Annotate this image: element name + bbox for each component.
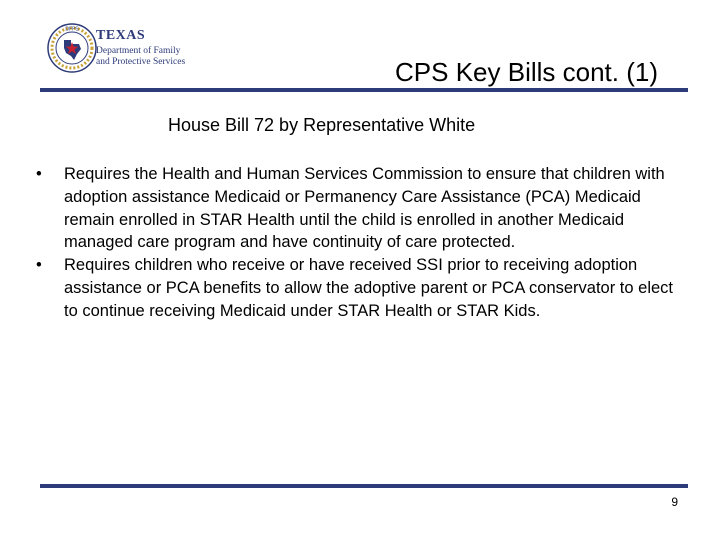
slide-subtitle: House Bill 72 by Representative White bbox=[168, 115, 476, 135]
slide-title: CPS Key Bills cont. (1) bbox=[395, 57, 658, 88]
org-line-2: and Protective Services bbox=[96, 57, 186, 67]
bullet-text: Requires children who receive or have received SSI prior to receiving adoption assistance or PCA benefits to allow the adoptive parent or PCA conservator to elect to continue receiving Medicaid under STAR Health or STAR Kids. bbox=[64, 256, 674, 320]
bullet-list bbox=[36, 163, 676, 323]
bullet-item bbox=[36, 163, 676, 254]
top-divider bbox=[40, 88, 688, 92]
seal-text: DFPS bbox=[65, 26, 79, 33]
page-number: 9 bbox=[671, 495, 678, 509]
bullet-item bbox=[36, 254, 676, 322]
bullet-text: Requires the Health and Human Services Commission to ensure that children with adoption assistance Medicaid or Permanency Care Assistance (PCA) Medicaid remain enrolled in STAR Health until the child is enrolled in another Medicaid managed care program and have continuity of care protected. bbox=[64, 165, 665, 252]
org-name: TEXAS bbox=[96, 28, 146, 43]
texas-seal-icon bbox=[46, 22, 98, 74]
org-line-1: Department of Family bbox=[96, 46, 181, 56]
dfps-logo bbox=[46, 22, 206, 78]
bullet-dot-icon: • bbox=[36, 256, 42, 275]
bullet-dot-icon: • bbox=[36, 165, 42, 183]
bottom-divider bbox=[40, 484, 688, 488]
